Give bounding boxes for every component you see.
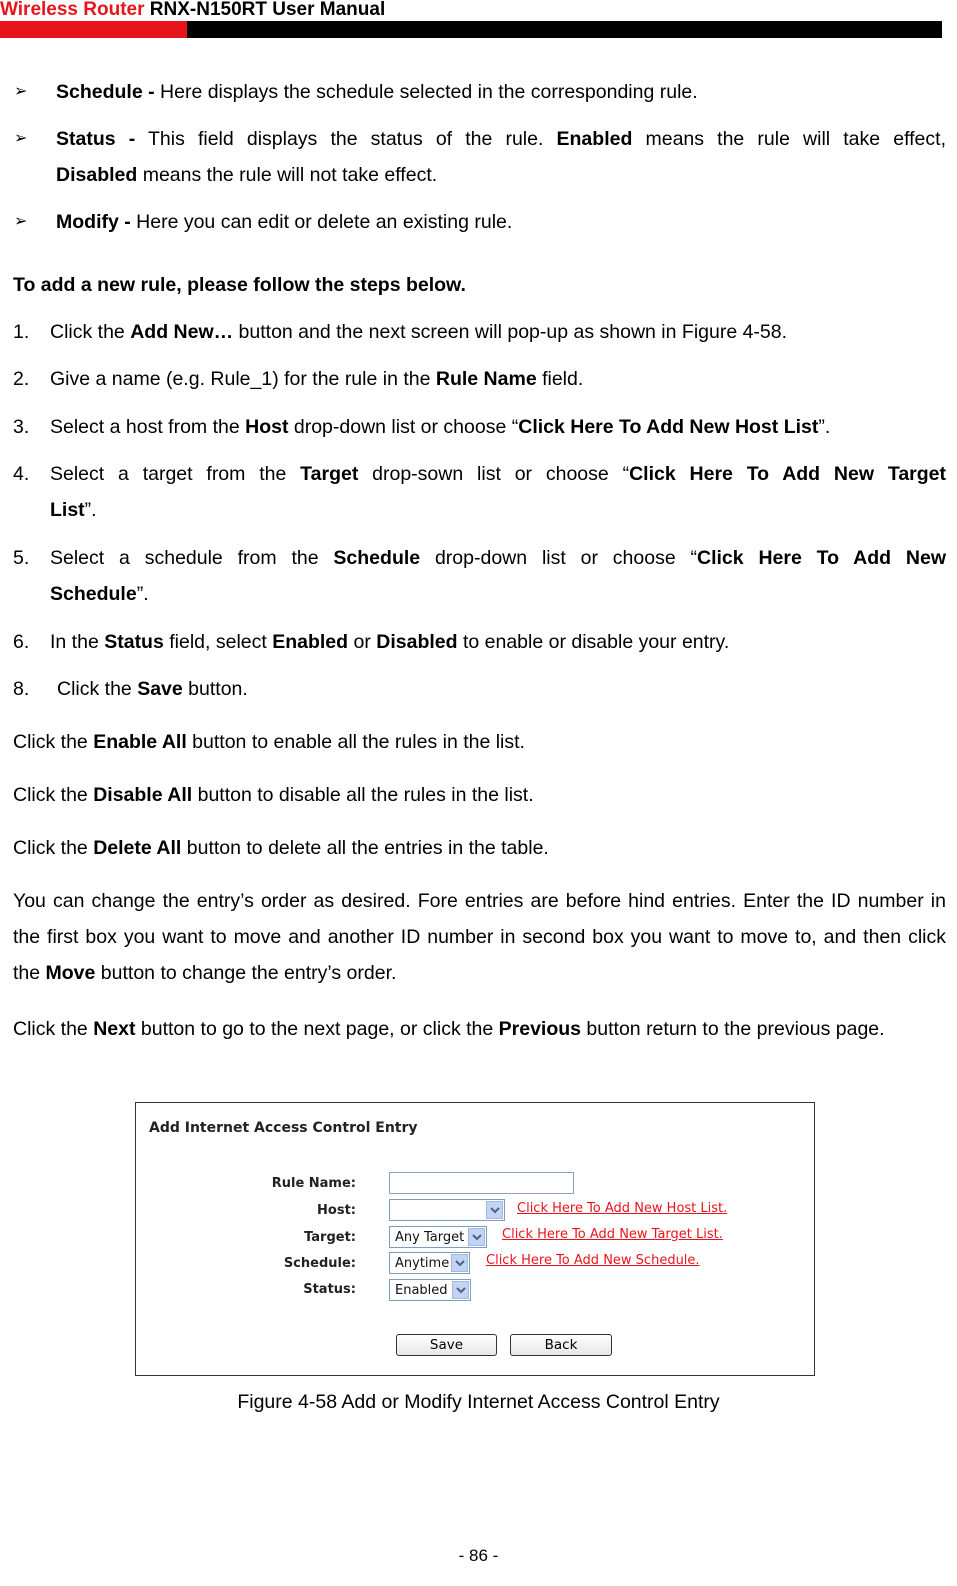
bullet-arrow-icon: ➢ (14, 83, 28, 100)
chevron-down-icon (468, 1228, 485, 1246)
status-select-value: Enabled (395, 1283, 448, 1298)
chevron-down-icon (486, 1201, 503, 1219)
header-model: RNX-N150RT User Manual (144, 0, 386, 20)
bullet-text: means the rule will take effect, (632, 128, 946, 150)
status-select[interactable] (389, 1279, 471, 1301)
add-schedule-link[interactable]: Click Here To Add New Schedule. (486, 1253, 700, 1268)
bullet-term: Schedule - (56, 81, 155, 103)
header-bar-red (0, 21, 187, 38)
step-number: 1. (13, 321, 30, 343)
bullet-arrow-icon: ➢ (14, 130, 28, 147)
para-disable-all: Click the Disable All button to disable all the rules in the list. (13, 784, 534, 806)
page-number: - 86 - (458, 1546, 499, 1565)
label-rule-name: Rule Name: (271, 1176, 356, 1191)
bullet-text: Here displays the schedule selected in the corresponding rule. (154, 81, 698, 103)
steps-heading: To add a new rule, please follow the steps below. (13, 274, 466, 296)
target-select[interactable] (389, 1226, 487, 1248)
target-select-value: Any Target (395, 1230, 465, 1245)
bullet-text: This field displays the status of the rule. (135, 128, 557, 150)
step-number: 4. (13, 463, 30, 485)
chevron-down-icon (451, 1254, 468, 1272)
figure-caption: Figure 4-58 Add or Modify Internet Access Control Entry (237, 1391, 720, 1413)
bullet-term: Modify - (56, 211, 131, 233)
add-target-link[interactable]: Click Here To Add New Target List. (502, 1227, 723, 1242)
bullet-arrow-icon: ➢ (14, 213, 28, 230)
label-status: Status: (303, 1282, 356, 1297)
rule-name-input[interactable] (389, 1172, 574, 1194)
bullet-enabled-term: Enabled (556, 128, 633, 150)
para-delete-all: Click the Delete All button to delete all the entries in the table. (13, 837, 549, 859)
step-number: 6. (13, 631, 30, 653)
header-brand: Wireless Router (0, 0, 145, 20)
host-select[interactable] (389, 1199, 505, 1221)
label-schedule: Schedule: (283, 1256, 356, 1271)
schedule-select-value: Anytime (395, 1256, 450, 1271)
bullet-text: Here you can edit or delete an existing rule. (130, 211, 513, 233)
add-host-link[interactable]: Click Here To Add New Host List. (517, 1201, 728, 1216)
header-title (0, 0, 385, 20)
para-next: Click the Next button to go to the next page, or click the Previous button return to the previous page. (13, 1018, 885, 1040)
figure-title: Add Internet Access Control Entry (149, 1120, 418, 1136)
step-number: 8. (13, 678, 30, 700)
para-enable-all: Click the Enable All button to enable all the rules in the list. (13, 731, 525, 753)
label-target: Target: (304, 1230, 356, 1245)
step-number: 2. (13, 368, 30, 390)
para-move: You can change the entry’s order as desired. Fore entries are before hind entries. Enter the ID number in the first box you want to move and another ID number in second box you want to move to, and then click the Move button to change the entry’s order. (13, 890, 946, 984)
bullet-disabled-term: Disabled (56, 164, 138, 186)
step-number: 5. (13, 547, 30, 569)
back-button[interactable]: Back (510, 1334, 612, 1356)
figure-add-iac-entry (135, 1102, 815, 1376)
chevron-down-icon (452, 1281, 469, 1299)
bullet-text: means the rule will not take effect. (137, 164, 438, 186)
label-host: Host: (317, 1203, 356, 1218)
step-number: 3. (13, 416, 30, 438)
bullet-term: Status - (56, 128, 136, 150)
save-button[interactable]: Save (396, 1334, 497, 1356)
header-bar-black (187, 21, 942, 38)
schedule-select[interactable] (389, 1252, 470, 1274)
